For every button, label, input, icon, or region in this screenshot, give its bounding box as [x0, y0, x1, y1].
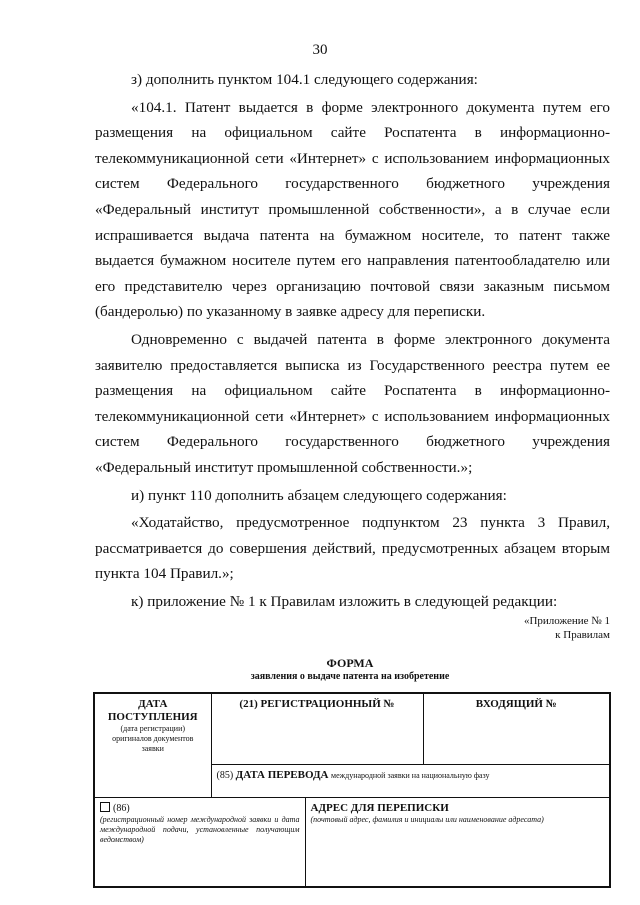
translation-date-cell	[211, 764, 610, 797]
date-received-heading-1: ДАТА	[138, 698, 168, 710]
registration-number-label: (21) РЕГИСТРАЦИОННЫЙ №	[239, 698, 395, 710]
date-received-heading-2: ПОСТУПЛЕНИЯ	[107, 711, 198, 723]
field-86-note: (регистрационный номер международной заявки и дата международной подачи, установленные получающим ведомством)	[100, 815, 300, 844]
incoming-number-cell	[423, 693, 610, 764]
paragraph-amendment-k: к) приложение № 1 к Правилам изложить в следующей редакции:	[131, 592, 558, 610]
correspondence-address-cell	[305, 798, 610, 888]
date-received-note-1: (дата регистрации)	[120, 724, 186, 733]
international-application-cell	[94, 798, 305, 888]
checkbox-icon[interactable]	[100, 802, 110, 812]
translation-date-note: международной заявки на национальную фазу	[331, 770, 490, 780]
paragraph-104-1: «104.1. Патент выдается в форме электронного документа путем его размещения на официальном сайте Роспатента в информационно-телекоммуникационной сети «Интернет» с использованием информационных систем Федерального государственного бюджетного учреждения «Федеральный институт промышленной собственности», а в случае если испрашивается выдача патента на бумажном носителе, то патент также выдается бумажном носителе путем его направления патентообладателю или его представителю через организацию почтовой связи заказным письмом (бандеролью) по указанному в заявке адресу для переписки.	[95, 98, 610, 321]
correspondence-address-note: (почтовый адрес, фамилия и инициалы или наименование адресата)	[310, 815, 544, 824]
form-title: ФОРМА	[326, 656, 374, 670]
date-received-note-2: оригиналов документов заявки	[112, 734, 194, 753]
translation-date-label: ДАТА ПЕРЕВОДА	[235, 768, 329, 781]
appendix-line-1: «Приложение № 1	[523, 615, 610, 627]
appendix-line-2: к Правилам	[555, 629, 610, 641]
correspondence-address-label: АДРЕС ДЛЯ ПЕРЕПИСКИ	[310, 802, 449, 814]
translation-date-code: (85)	[216, 769, 234, 781]
incoming-number-label: ВХОДЯЩИЙ №	[475, 698, 557, 710]
paragraph-extract: Одновременно с выдачей патента в форме электронного документа заявителю предоставляется выписка из Государственного реестра путем ее размещения на официальном сайте Роспатента в информационно-телекоммуникационной сети «Интернет» с использованием информационных систем Федерального государственного бюджетного учреждения «Федеральный институт промышленной собственности.»;	[95, 330, 610, 476]
paragraph-amendment-z: з) дополнить пунктом 104.1 следующего содержания:	[131, 71, 478, 88]
paragraph-amendment-i: и) пункт 110 дополнить абзацем следующего содержания:	[131, 486, 507, 504]
application-form-table	[93, 692, 611, 888]
body-text	[95, 67, 610, 614]
form-subtitle: заявления о выдаче патента на изобретение	[250, 671, 450, 682]
field-86-code: (86)	[113, 803, 130, 814]
date-received-cell	[94, 693, 211, 798]
paragraph-petition: «Ходатайство, предусмотренное подпунктом 23 пункта 3 Правил, рассматривается до совершения действий, предусмотренных абзацем вторым пункта 104 Правил.»;	[95, 514, 610, 583]
appendix-reference	[524, 614, 610, 642]
page-number: 30	[312, 42, 328, 58]
registration-number-cell	[211, 693, 423, 764]
